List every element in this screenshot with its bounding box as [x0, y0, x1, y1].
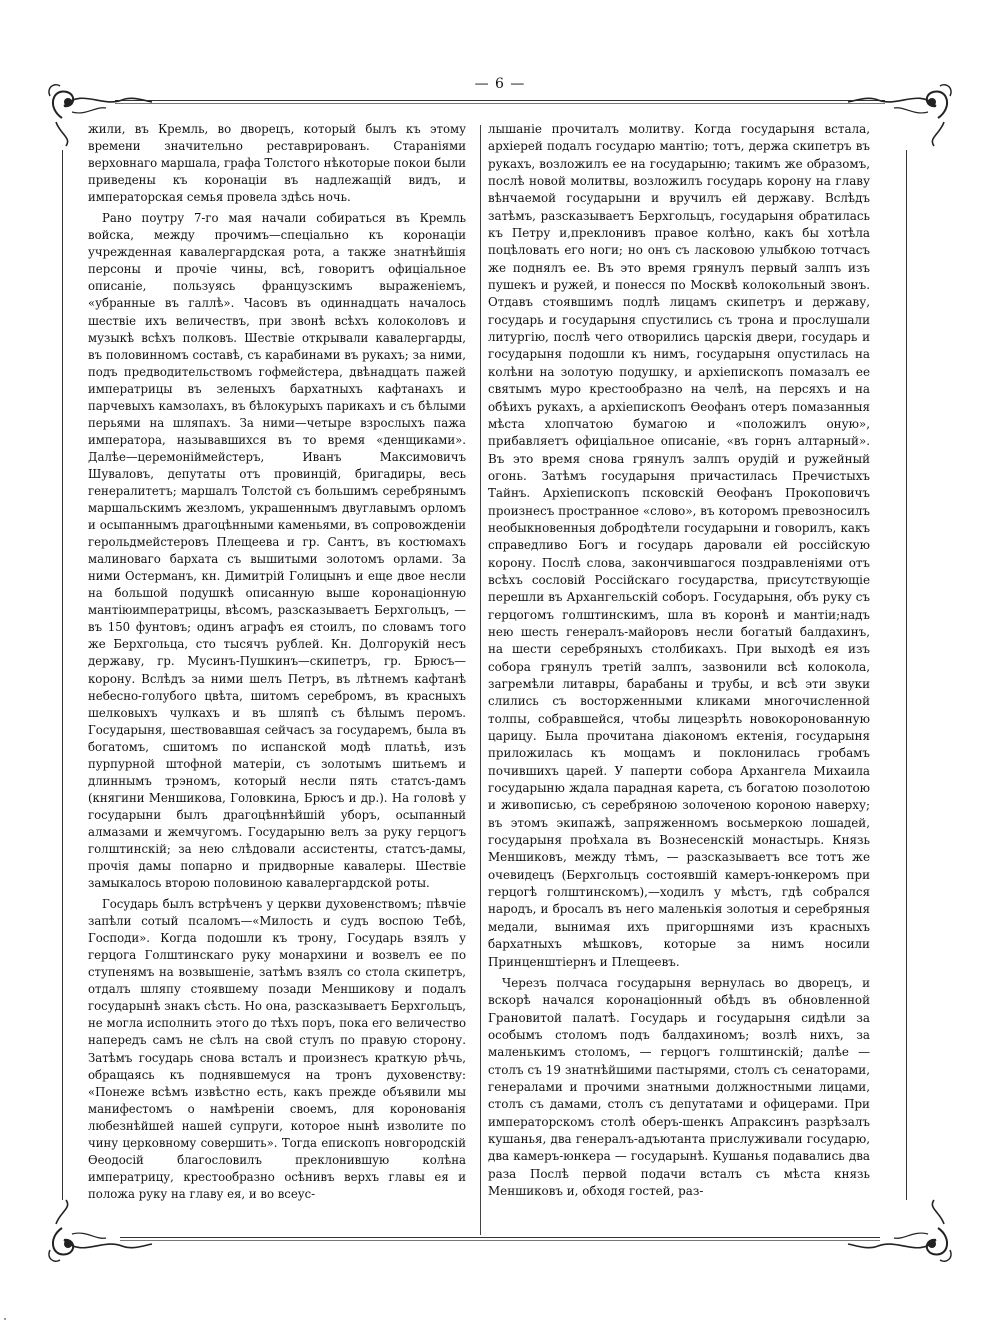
paragraph: Рано поутру 7-го мая начали собираться въ Кремль войска, между прочимъ—спеціально къ коронаціи учрежденная кавалергардская рота, а также знатнѣйшія персоны и прочіе чины, всѣ, говоритъ офиціальное описаніе, пользуясь французскимъ выраженіемъ, «убранные въ галлѣ». Часовъ въ одиннадцать началось шествіе ихъ величествъ, при звонѣ всѣхъ колоколовъ и музыкѣ всѣхъ полковъ. Шествіе открывали кавалергарды, въ половинномъ составѣ, съ карабинами въ рукахъ; за ними, подъ предводительствомъ гофмейстера, двѣнадцать пажей императрицы въ зеленыхъ бархатныхъ кафтанахъ и парчевыхъ камзолахъ, въ бѣлокурыхъ парикахъ и съ бѣлыми перьями на шляпахъ. За ними—четыре взрослыхъ пажа императора, называвшихся въ то время «денщиками». Далѣе—церемонiймейстеръ, Иванъ Максимовичъ Шуваловъ, депутаты отъ провинцій, бригадиры, весь генералитетъ; маршалъ Толстой съ большимъ серебрянымъ маршальскимъ жезломъ, украшеннымъ двуглавымъ орломъ и осыпаннымъ драгоцѣнными каменьями, въ сопровожденіи герольдмейстеровъ Плещеева и гр. Сантъ, въ костюмахъ малиноваго бархата съ вышитыми золотомъ орлами. За ними Остерманъ, кн. Димитрій Голицынъ и еще двое несли на большой подушкѣ описанную выше коронаціонную мантіюимператрицы, вѣсомъ, разсказываетъ Берхгольцъ, — въ 150 фунтовъ; одинъ аграфъ ея стоилъ, по словамъ того же Берхгольца, сто тысячъ рублей. Кн. Долгорукій несъ державу, гр. Мусинъ-Пушкинъ—скипетръ, гр. Брюсъ—корону. Вслѣдъ за ними шелъ Петръ, въ лѣтнемъ кафтанѣ небесно-голубого цвѣта, шитомъ серебромъ, въ красныхъ шелковыхъ чулкахъ и въ шляпѣ съ бѣлымъ перомъ. Государыня, шествовавшая сейчасъ за государемъ, была въ богатомъ, сшитомъ по испанской модѣ платьѣ, изъ пурпурной штофной матеріи, съ золотымъ шитьемъ и длиннымъ трэномъ, который несли пять статсъ-дамъ (княгини Меншикова, Головкина, Брюсъ и др.). На головѣ у государыни былъ драгоцѣннѣйшій уборъ, осыпанный алмазами и жемчугомъ. Государыню велъ за руку герцогъ голштинскій; за нею слѣдовали ассистенты, статсъ-дамы, прочія дамы попарно и придворные кавалеры. Шествіе замыкалось второю половиною кавалергардской роты.: [88, 211, 466, 891]
scan-speck: [4, 1318, 6, 1320]
right-text-column: [488, 121, 870, 1200]
left-border-rule: [62, 150, 63, 1200]
bottom-border-rule: [120, 1237, 880, 1238]
top-border-rule-inner: [115, 103, 885, 104]
left-text-column: [88, 121, 466, 1203]
bottom-border-rule-inner: [120, 1240, 880, 1241]
page-number: — 6 —: [474, 76, 526, 92]
paragraph: жили, въ Кремль, во дворецъ, который былъ къ этому времени значительно реставрированъ. Стараніями верховнаго маршала, графа Толстого нѣкоторые покои были приведены къ коронаціи въ надлежащій видъ, и императорская семья провела здѣсь ночь.: [88, 122, 466, 205]
right-border-rule: [906, 150, 907, 1200]
column-divider: [480, 125, 481, 1235]
paragraph: Государь былъ встрѣченъ у церкви духовенствомъ; пѣвчіе запѣли сотый псаломъ—«Милость и судъ воспою Тебѣ, Господи». Когда подошли къ трону, Государь взялъ у герцога Голштинскаго руку монархини и возвелъ ее по ступенямъ на возвышеніе, затѣмъ взялъ со стола скипетръ, отдалъ шляпу стоявшему позади Меншикову и подалъ государынѣ знакъ сѣсть. Но она, разсказываетъ Берхгольцъ, не могла исполнить этого до тѣхъ поръ, пока его величество напередъ самъ не сѣлъ на свой стулъ по правую сторону. Затѣмъ государь снова всталъ и произнесъ краткую рѣчь, обращаясь къ поднявшемуся на тронъ духовенству: «Понеже всѣмъ извѣстно есть, какъ прежде объявили мы манифестомъ о намѣреніи своемъ, для коронованія любезнѣйшей нашей супруги, которое нынѣ изволите по чину церковному совершить». Тогда епископъ новгородскій Ѳеодосій благословилъ преклонившую колѣна императрицу, крестообразно осѣнивъ верхъ главы ея и положа руку на главу ея, и во всеус-: [88, 897, 466, 1201]
floral-ornament-icon: [42, 1198, 154, 1268]
paragraph: Черезъ полчаса государыня вернулась во дворецъ, и вскорѣ начался коронаціонный обѣдъ въ обновленной Грановитой палатѣ. Государь и государыня сидѣли за особымъ столомъ подъ балдахиномъ; возлѣ нихъ, за маленькимъ столомъ, — герцогъ голштинскій; далѣе — столъ съ 19 знатнѣйшими пастырями, столъ съ сенаторами, генералами и прочими знатными должностными лицами, столъ съ дамами, столъ съ депутатами и офицерами. При императорскомъ столѣ оберъ-шенкъ Апраксинъ разрѣзалъ кушанья, два генералъ-адъютанта прислуживали государю, два камеръ-юнкера — государынѣ. Кушанья подавались два раза Послѣ первой подачи всталъ съ мѣста князь Меншиковъ и, обходя гостей, раз-: [488, 975, 870, 1198]
top-border-rule: [115, 100, 885, 101]
paragraph: лышаніе прочиталъ молитву. Когда государыня встала, архіерей подалъ государю мантію; тотъ, держа скипетръ въ рукахъ, возложилъ ее на государыню; такимъ же образомъ, послѣ новой молитвы, возложилъ государь корону на главу вѣнчаемой государыни и вручилъ ей державу. Вслѣдъ затѣмъ, разсказываетъ Берхгольцъ, государыня обратилась къ Петру и,преклонивъ правое колѣно, какъ бы хотѣла поцѣловать его ноги; но онъ съ ласковою улыбкою тотчасъ же поднялъ ее. Въ это время грянулъ первый залпъ изъ пушекъ и ружей, и понесся по Москвѣ колокольный звонъ. Отдавъ стоявшимъ подлѣ лицамъ скипетръ и державу, государь и государыня спустились съ трона и прослушали литургію, послѣ чего отворились царскія двери, государь и государыня подошли къ нимъ, государыня опустилась на колѣни на золотую подушку, и архіепископъ помазалъ ее святымъ муро крестообразно на челѣ, на персяхъ и на обѣихъ рукахъ, а архіепископъ Ѳеофанъ отеръ помазанныя мѣста хлопчатою бумагою и «положилъ оную», прибавляетъ офиціальное описаніе, «въ горнъ алтарный». Въ это время снова грянулъ залпъ орудій и ружейный огонь. Затѣмъ государыня причастилась Пречистыхъ Тайнъ. Архіепископъ псковскій Ѳеофанъ Прокоповичъ произнесъ пространное «слово», въ которомъ превозносилъ необыкновенныя добродѣтели государыни и говорилъ, какъ справедливо Богъ и государь даровали ей россійскую корону. Послѣ слова, закончившагося поздравленіями отъ всѣхъ сословій Россійскаго государства, присутствующіе перешли въ Архангельскій соборъ. Государыня, объ руку съ герцогомъ голштинскимъ, шла въ коронѣ и мантіи;надъ нею шесть генералъ-майоровъ несли богатый балдахинъ, на шести серебряныхъ столбикахъ. При выходѣ ея изъ собора грянулъ третій залпъ, зазвонили всѣ колокола, загремѣли литавры, барабаны и трубы, и всѣ эти звуки слились съ восторженными кликами многочисленной толпы, собравшейся, чтобы лицезрѣть новокоронованную царицу. Была прочитана діакономъ ектенія, государыня приложилась къ мощамъ и поклонилась гробамъ почившихъ царей. У паперти собора Архангела Михаила государыню ждала парадная карета, съ богатою позолотою и живописью, съ серебряною золоченою короною наверху; въ этомъ экипажѣ, запряженномъ восьмеркою лошадей, государыня проѣхала въ Вознесенскій монастырь. Князь Меншиковъ, между тѣмъ, — разсказываетъ все тотъ же очевидецъ (Берхгольцъ состоявшій камеръ-юнкеромъ при герцогѣ голштинскомъ),—ходилъ у мѣстъ, гдѣ собрался народъ, и бросалъ въ него маленькія золотыя и серебряныя медали, вынимая ихъ пригоршнями изъ красныхъ бархатныхъ мѣшковъ, которые за нимъ носили Принценштіернъ и Плещеевъ.: [488, 122, 870, 969]
floral-ornament-icon: [846, 1198, 958, 1268]
